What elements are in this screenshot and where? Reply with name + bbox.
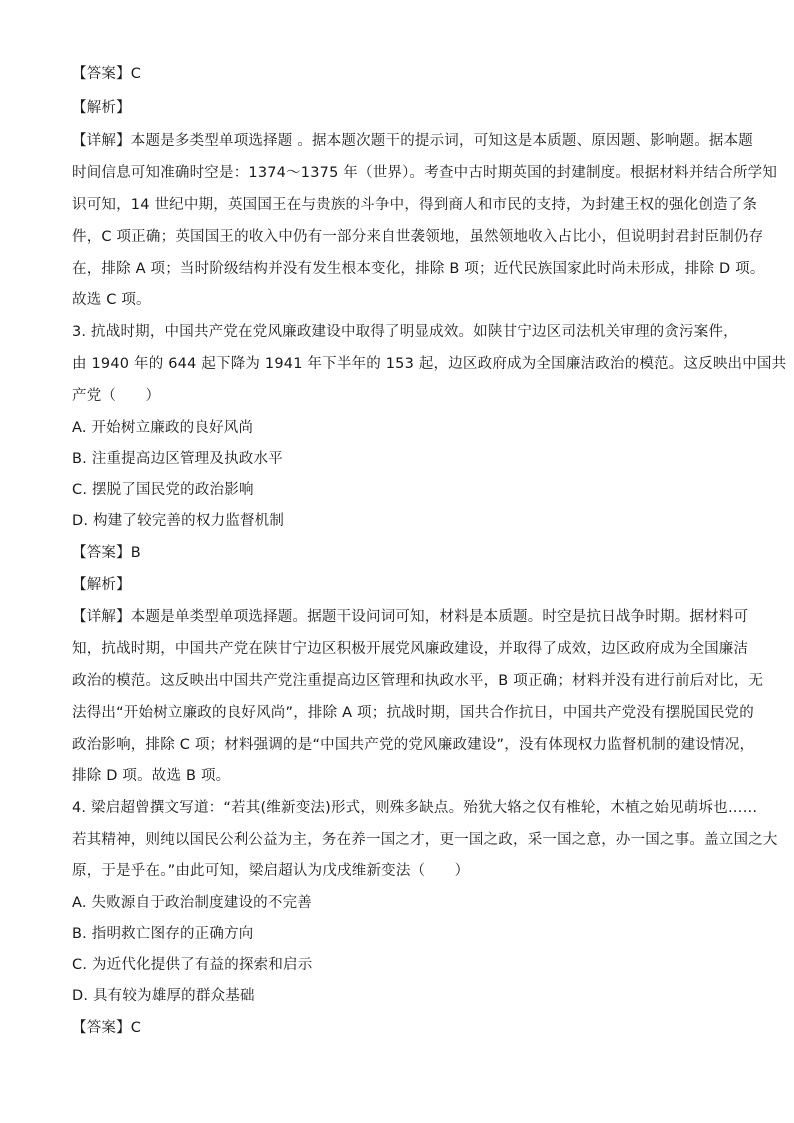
question-4-stem: 若其精神，则纯以国民公利公益为主，务在养一国之才，更一国之政，采一国之意，办一国之事。盖立国之大 (72, 832, 778, 848)
question-3-option-a: A. 开始树立廉政的良好风尚 (72, 420, 254, 436)
question-3-stem: 产党（ ） (72, 388, 161, 404)
explanation-line: 故选 C 项。 (72, 292, 151, 308)
analysis-label-q3: 【解析】 (72, 577, 131, 593)
analysis-label-q2: 【解析】 (72, 100, 131, 116)
question-4-option-c: C. 为近代化提供了有益的探索和启示 (72, 957, 313, 973)
question-3-option-c: C. 摆脱了国民党的政治影响 (72, 482, 254, 498)
question-3-option-b: B. 注重提高边区管理及执政水平 (72, 451, 283, 467)
question-4-option-b: B. 指明救亡图存的正确方向 (72, 926, 254, 942)
question-3-stem: 由 1940 年的 644 起下降为 1941 年下半年的 153 起，边区政府成为全国廉洁政治的模范。这反映出中国共 (72, 356, 787, 372)
explanation-line: 识可知，14 世纪中期，英国国王在与贵族的斗争中，得到商人和市民的支持，为封建王权的强化创造了条 (72, 197, 758, 213)
explanation-line: 【详解】本题是单类型单项选择题。据题干设问词可知，材料是本质题。时空是抗日战争时期。据材料可 (72, 609, 749, 625)
explanation-line: 排除 D 项。故选 B 项。 (72, 768, 231, 784)
explanation-line: 知，抗战时期，中国共产党在陕甘宁边区积极开展党风廉政建设，并取得了成效，边区政府成为全国廉洁 (72, 641, 749, 657)
explanation-line: 时间信息可知准确时空是：1374～1375 年（世界）。考查中古时期英国的封建制度。根据材料并结合所学知 (72, 165, 778, 181)
answer-label-q2: 【答案】C (72, 66, 142, 82)
question-3-stem: 3. 抗战时期，中国共产党在党风廉政建设中取得了明显成效。如陕甘宁边区司法机关审理的贪污案件， (72, 324, 738, 340)
explanation-line: 政治影响，排除 C 项；材料强调的是“中国共产党的党风廉政建设”，没有体现权力监督机制的建设情况， (72, 737, 755, 753)
question-4-option-d: D. 具有较为雄厚的群众基础 (72, 988, 255, 1004)
explanation-line: 政治的模范。这反映出中国共产党注重提高边区管理和执政水平，B 项正确；材料并没有进行前后对比，无 (72, 673, 764, 689)
explanation-line: 法得出“开始树立廉政的良好风尚”，排除 A 项；抗战时期，国共合作抗日，中国共产党没有摆脱国民党的 (72, 705, 754, 721)
question-4-stem: 原，于是乎在。”由此可知，梁启超认为戊戌维新变法（ ） (72, 863, 470, 879)
question-4-stem: 4. 梁启超曾撰文写道：“若其(维新变法)形式，则殊多缺点。殆犹大辂之仅有椎轮，木植之始见萌坼也…… (72, 800, 758, 816)
explanation-line: 件，C 项正确；英国国王的收入中仍有一部分来自世袭领地，虽然领地收入占比小，但说明封君封臣制仍存 (72, 229, 764, 245)
answer-label-q4: 【答案】C (72, 1020, 142, 1036)
explanation-line: 【详解】本题是多类型单项选择题 。据本题次题干的提示词，可知这是本质题、原因题、影响题。据本题 (72, 133, 754, 149)
answer-label-q3: 【答案】B (72, 545, 141, 561)
question-3-option-d: D. 构建了较完善的权力监督机制 (72, 513, 285, 529)
explanation-line: 在，排除 A 项；当时阶级结构并没有发生根本变化，排除 B 项；近代民族国家此时尚未形成，排除 D 项。 (72, 261, 765, 277)
question-4-option-a: A. 失败源自于政治制度建设的不完善 (72, 895, 312, 911)
